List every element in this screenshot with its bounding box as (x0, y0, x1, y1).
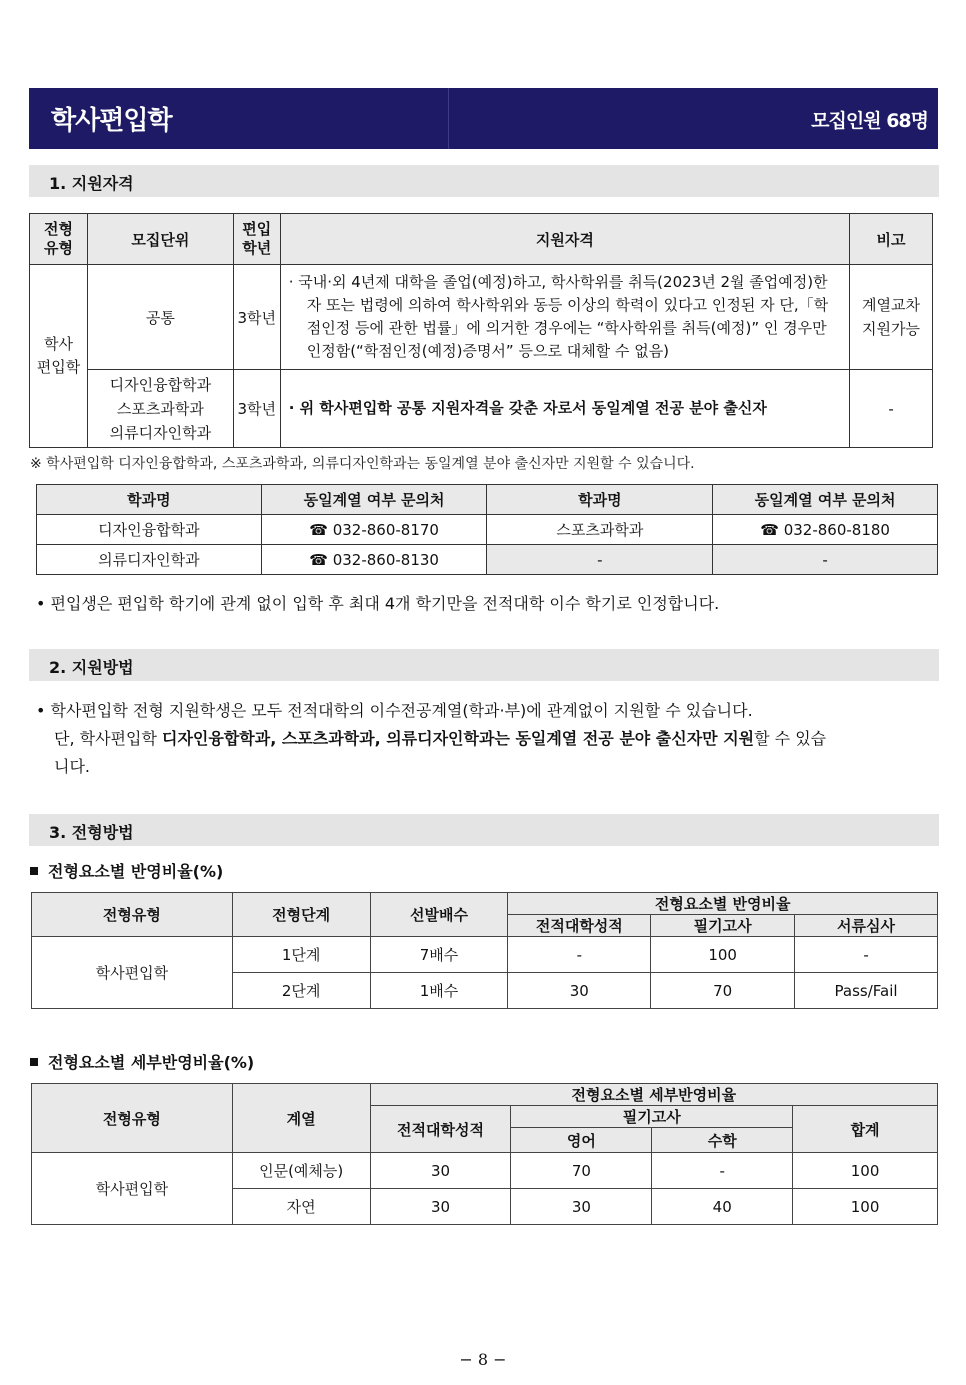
semester-note: • 편입생은 편입학 학기에 관계 없이 입학 후 최대 4개 학기만을 전적대학 이수 학기로 인정합니다. (36, 594, 720, 613)
header-type: 전형 유형 (30, 214, 88, 265)
remark-cell: 계열교차 지원가능 (850, 265, 933, 370)
stage-cell: 2단계 (232, 973, 370, 1009)
value-cell: 100 (651, 937, 795, 973)
ratio-heading (30, 859, 223, 882)
phone-cell: ☎ 032-860-8180 (713, 515, 938, 545)
square-bullet-icon (30, 867, 38, 875)
header-math: 수학 (652, 1128, 793, 1153)
table-row (32, 937, 938, 973)
section-selection (29, 814, 939, 846)
header-multiple: 선발배수 (370, 893, 508, 937)
method-text: 단, 학사편입학 (54, 729, 162, 748)
method-emphasis: 디자인융합학과, 스포츠과학과, 의류디자인학과는 동일계열 전공 분야 출신자만 지원 (162, 729, 755, 748)
value-cell: 100 (793, 1189, 938, 1225)
field-cell: 자연 (232, 1189, 370, 1225)
eligibility-note: ※ 학사편입학 디자인융합학과, 스포츠과학과, 의류디자인학과는 동일계열 분야 출신자만 지원할 수 있습니다. (30, 456, 695, 472)
method-line-3: 니다. (54, 757, 90, 776)
method-line-1: • 학사편입학 전형 지원학생은 모두 전적대학의 이수전공계열(학과·부)에 관계없이 지원할 수 있습니다. (36, 701, 753, 720)
table-row (37, 515, 938, 545)
method-text: 할 수 있습 (754, 729, 827, 748)
header-divider (448, 88, 449, 149)
header-contact: 동일계열 여부 문의처 (261, 485, 487, 515)
eligibility-table (29, 213, 933, 448)
square-bullet-icon (30, 1058, 38, 1066)
header-written: 필기고사 (651, 915, 795, 937)
table-row (30, 265, 933, 370)
header-total: 합계 (793, 1106, 938, 1153)
section-eligibility (29, 165, 939, 197)
header-contact: 동일계열 여부 문의처 (713, 485, 938, 515)
section-title: 1. 지원자격 (49, 174, 134, 193)
header-quota: 모집인원 68명 (811, 110, 928, 132)
section-title: 2. 지원방법 (49, 658, 134, 677)
value-cell: - (795, 937, 938, 973)
type-cell: 학사편입학 (32, 937, 233, 1009)
detail-table (31, 1083, 938, 1225)
value-cell: 70 (511, 1153, 652, 1189)
value-cell: 40 (652, 1189, 793, 1225)
value-cell: Pass/Fail (795, 973, 938, 1009)
qualification-cell: · 국내·외 4년제 대학을 졸업(예정)하고, 학사학위를 취득(2023년 2월 졸업예정)한 자 또는 법령에 의하여 학사학위와 동등 이상의 학력이 있다고 인정된 자 단,「학점인정 등에 관한 법률」에 의거한 경우에는 “학사학위를 취득(예정)” 인 경우만 인정함(“학점인정(예정)증명서” 등으로 대체할 수 없음) (280, 265, 849, 370)
header-written: 필기고사 (511, 1106, 793, 1128)
detail-heading-text: 전형요소별 세부반영비율(%) (48, 1053, 255, 1072)
ratio-table (31, 892, 938, 1009)
method-line-2 (54, 726, 938, 749)
header-remark: 비고 (850, 214, 933, 265)
grade-cell: 3학년 (233, 370, 280, 448)
dept-cell: - (487, 545, 713, 575)
phone-cell: ☎ 032-860-8130 (261, 545, 487, 575)
dept-cell: 의류디자인학과 (37, 545, 262, 575)
phone-cell: - (713, 545, 938, 575)
contact-table (36, 484, 938, 575)
header-dept: 학과명 (487, 485, 713, 515)
value-cell: - (508, 937, 651, 973)
detail-heading (30, 1050, 254, 1073)
stage-cell: 1단계 (232, 937, 370, 973)
type-cell: 학사 편입학 (30, 265, 88, 448)
table-header-row (30, 214, 933, 265)
phone-cell: ☎ 032-860-8170 (261, 515, 487, 545)
value-cell: - (652, 1153, 793, 1189)
header-field: 계열 (232, 1084, 370, 1153)
value-cell: 30 (508, 973, 651, 1009)
table-row (30, 370, 933, 448)
qualification-cell: · 위 학사편입학 공통 지원자격을 갖춘 자로서 동일계열 전공 분야 출신자 (280, 370, 849, 448)
table-row (32, 1153, 938, 1189)
table-row (37, 545, 938, 575)
field-cell: 인문(예체능) (232, 1153, 370, 1189)
header-prev-grade: 전적대학성적 (370, 1106, 511, 1153)
multiple-cell: 1배수 (370, 973, 508, 1009)
header-group: 전형요소별 세부반영비율 (370, 1084, 937, 1106)
value-cell: 100 (793, 1153, 938, 1189)
grade-cell: 3학년 (233, 265, 280, 370)
header-type: 전형유형 (32, 1084, 233, 1153)
dept-cell: 디자인융합학과 (37, 515, 262, 545)
value-cell: 30 (370, 1153, 511, 1189)
header-type: 전형유형 (32, 893, 233, 937)
header-english: 영어 (511, 1128, 652, 1153)
header-document: 서류심사 (795, 915, 938, 937)
value-cell: 30 (370, 1189, 511, 1225)
table-header-row (37, 485, 938, 515)
unit-cell: 공통 (87, 265, 233, 370)
value-cell: 30 (511, 1189, 652, 1225)
header-prev-grade: 전적대학성적 (508, 915, 651, 937)
type-cell: 학사편입학 (32, 1153, 233, 1225)
section-method (29, 649, 939, 681)
value-cell: 70 (651, 973, 795, 1009)
multiple-cell: 7배수 (370, 937, 508, 973)
table-header-row (32, 893, 938, 915)
header-unit: 모집단위 (87, 214, 233, 265)
header-grade: 편입 학년 (233, 214, 280, 265)
header-title: 학사편입학 (51, 106, 172, 136)
section-title: 3. 전형방법 (49, 823, 134, 842)
table-header-row (32, 1084, 938, 1106)
header-qualification: 지원자격 (280, 214, 849, 265)
ratio-heading-text: 전형요소별 반영비율(%) (48, 862, 224, 881)
header-stage: 전형단계 (232, 893, 370, 937)
page-number: − 8 − (459, 1350, 507, 1369)
header-group: 전형요소별 반영비율 (508, 893, 938, 915)
page-header (29, 88, 938, 149)
dept-cell: 스포츠과학과 (487, 515, 713, 545)
unit-cell: 디자인융합학과 스포츠과학과 의류디자인학과 (87, 370, 233, 448)
remark-cell: - (850, 370, 933, 448)
header-dept: 학과명 (37, 485, 262, 515)
